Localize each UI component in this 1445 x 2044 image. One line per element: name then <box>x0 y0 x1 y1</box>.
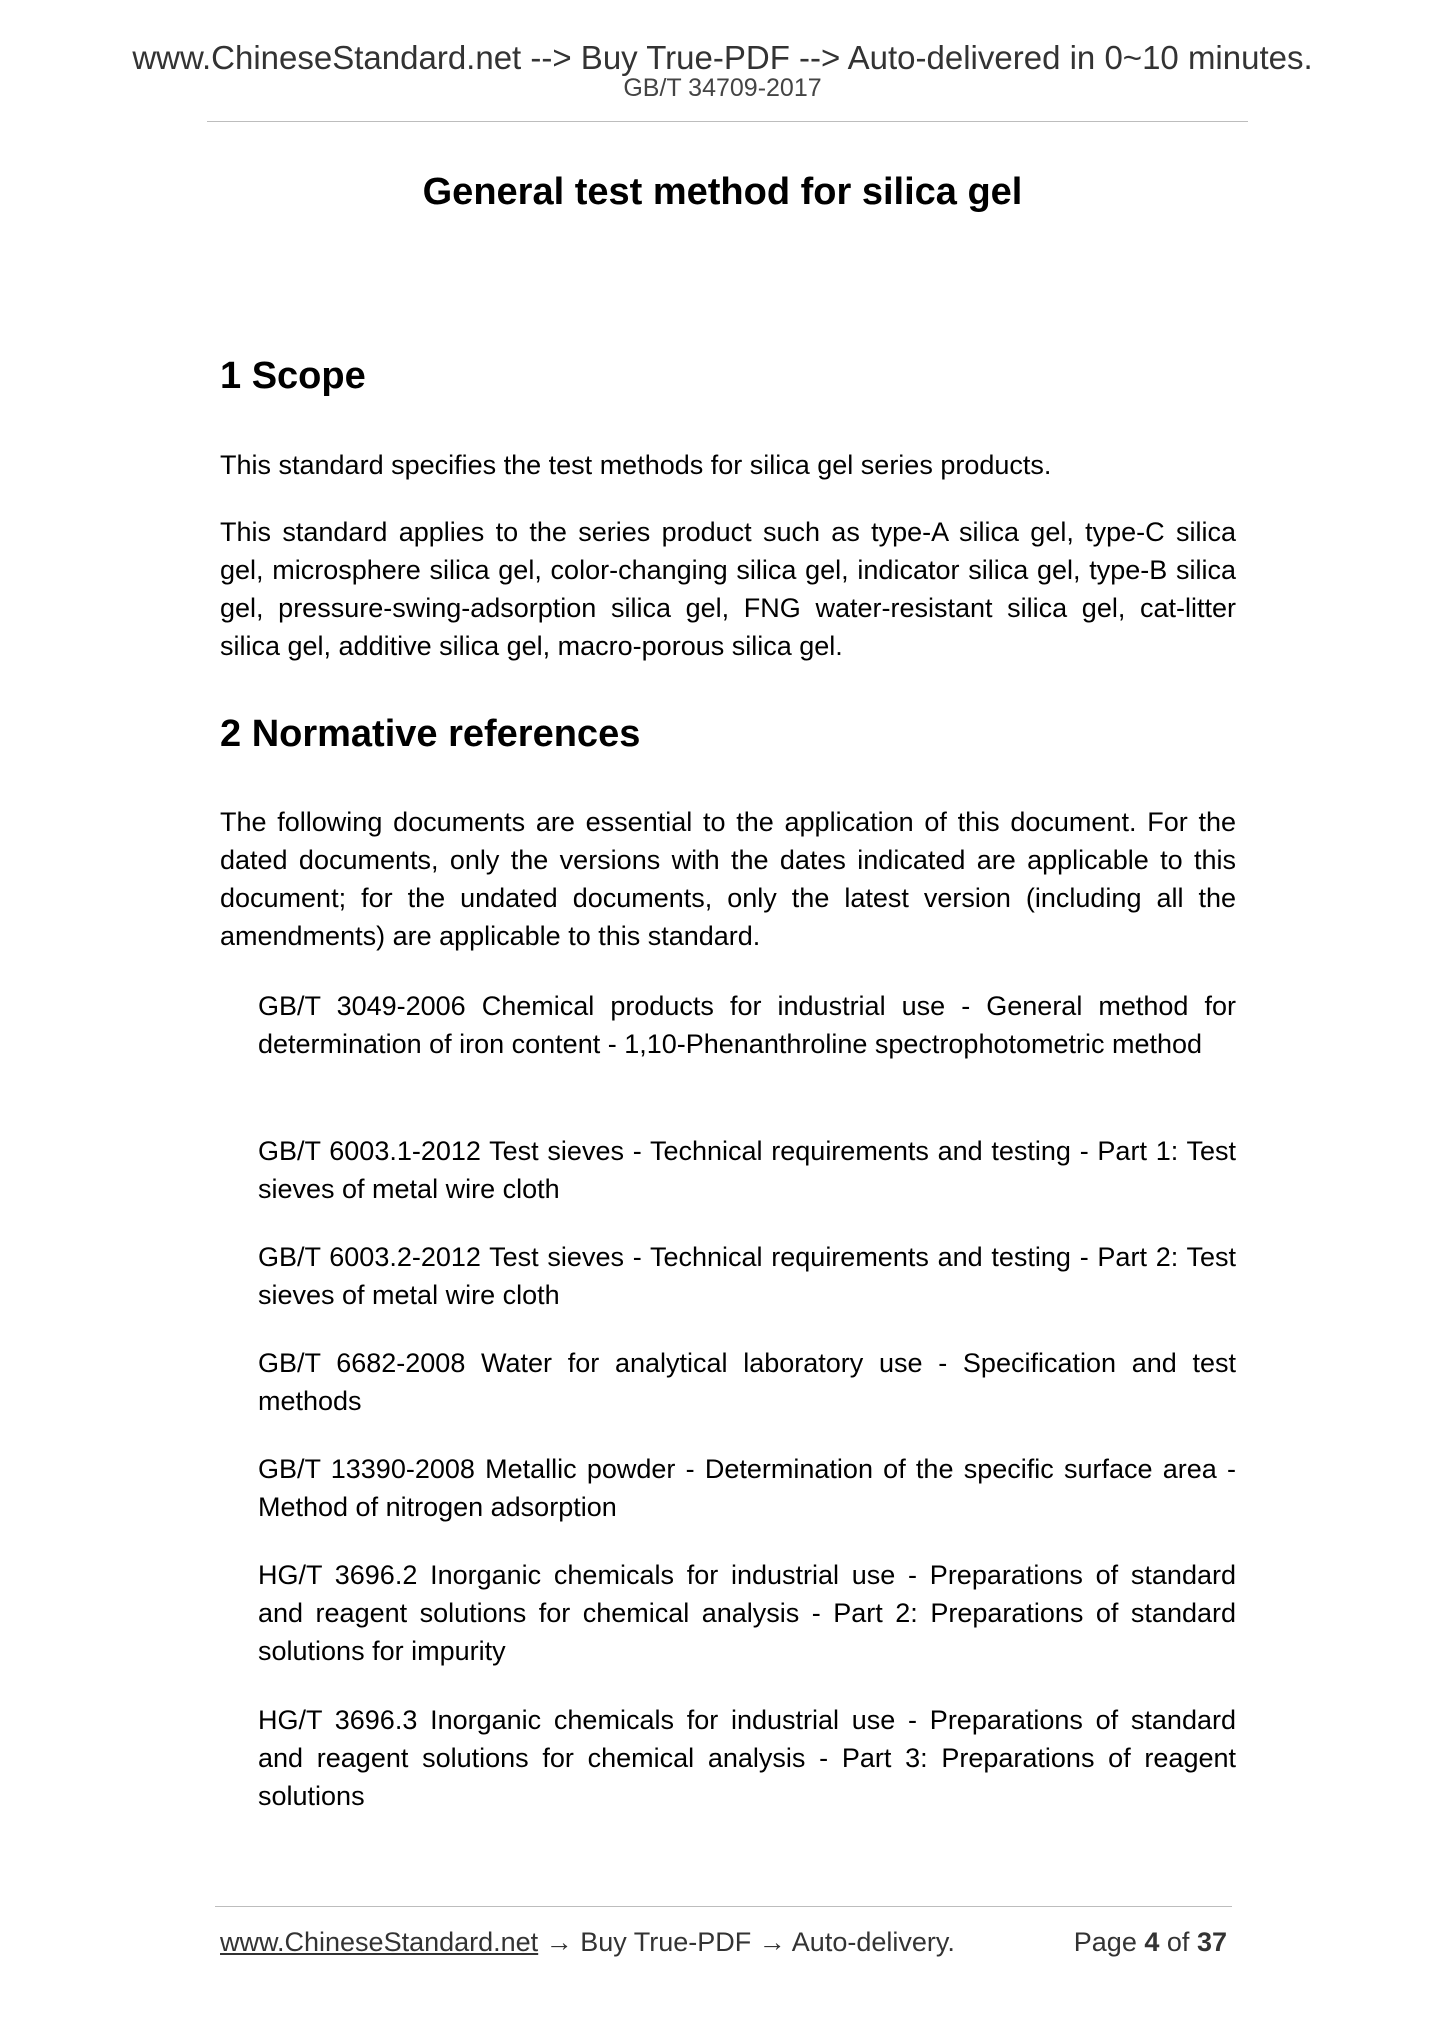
reference-item: HG/T 3696.2 Inorganic chemicals for industrial use - Preparations of standard and reagent solutions for chemical analysis - Part 2: Preparations of standard solutions for impurity <box>258 1560 1236 1666</box>
footer-left <box>220 1925 955 1959</box>
reference-item: GB/T 13390-2008 Metallic powder - Determination of the specific surface area - Method of nitrogen adsorption <box>258 1454 1236 1522</box>
footer-delivery-text: Auto-delivery. <box>791 1927 955 1957</box>
standard-code: GB/T 34709-2017 <box>623 74 822 102</box>
scope-paragraph-2: This standard applies to the series product such as type-A silica gel, type-C silica gel, microsphere silica gel, color-changing silica gel, indicator silica gel, type-B silica gel, pressure-swing-adsorption silica gel, FNG water-resistant silica gel, cat-litter silica gel, additive silica gel, macro-porous silica gel. <box>220 517 1236 661</box>
total-pages: 37 <box>1196 1927 1227 1957</box>
normative-references-paragraph: The following documents are essential to the application of this document. For the dated documents, only the versions with the dates indicated are applicable to this document; for the undated documents, only the latest version (including all the amendments) are applicable to this standard. <box>220 807 1236 951</box>
document-title: General test method for silica gel <box>422 171 1023 213</box>
reference-item: GB/T 6003.1-2012 Test sieves - Technical requirements and testing - Part 1: Test sieves of metal wire cloth <box>258 1136 1236 1204</box>
arrow-right-icon: → <box>545 1927 573 1957</box>
reference-item: GB/T 6682-2008 Water for analytical laboratory use - Specification and test methods <box>258 1348 1236 1416</box>
page-indicator <box>1074 1925 1227 1959</box>
reference-item: GB/T 6003.2-2012 Test sieves - Technical requirements and testing - Part 2: Test sieves of metal wire cloth <box>258 1242 1236 1310</box>
footer-site-link[interactable]: www.ChineseStandard.net <box>220 1927 539 1957</box>
footer-divider <box>215 1906 1232 1907</box>
page-label: Page <box>1073 1927 1137 1957</box>
page-number: 4 <box>1144 1927 1160 1957</box>
section-heading-scope: 1 Scope <box>220 355 366 397</box>
arrow-right-icon: → <box>758 1927 786 1957</box>
header-divider <box>207 121 1248 122</box>
scope-paragraph-1: This standard specifies the test methods for silica gel series products. <box>220 450 1052 480</box>
reference-item: HG/T 3696.3 Inorganic chemicals for industrial use - Preparations of standard and reagent solutions for chemical analysis - Part 3: Preparations of reagent solutions <box>258 1705 1236 1811</box>
of-label: of <box>1166 1927 1190 1957</box>
reference-item: GB/T 3049-2006 Chemical products for industrial use - General method for determination of iron content - 1,10-Phenanthroline spectrophotometric method <box>258 991 1236 1059</box>
header-banner: www.ChineseStandard.net --> Buy True-PDF --> Auto-delivered in 0~10 minutes. <box>132 39 1313 76</box>
footer-buy-text: Buy True-PDF <box>580 1927 752 1957</box>
section-heading-normative-references: 2 Normative references <box>220 713 641 755</box>
